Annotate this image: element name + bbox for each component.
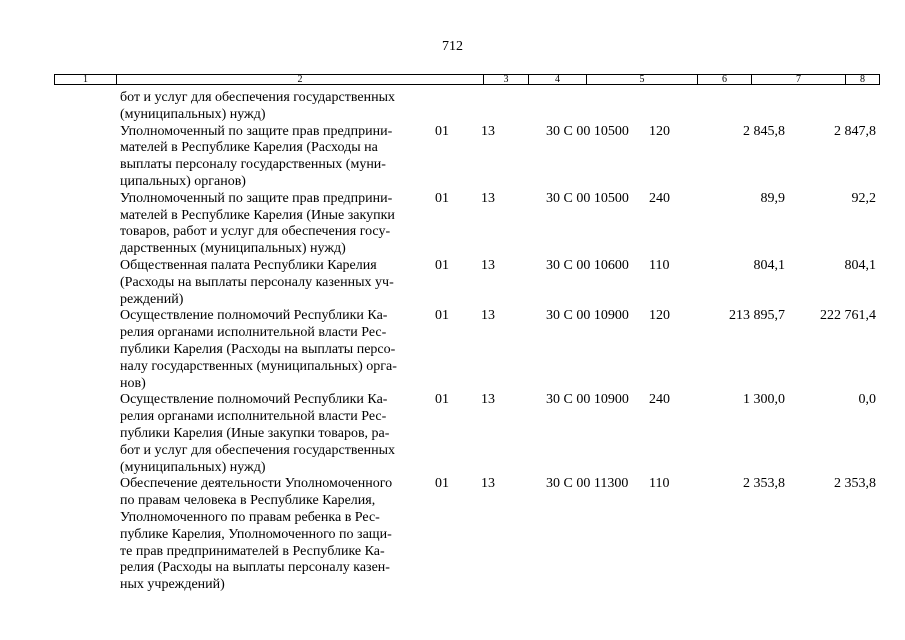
section-code: 01 [435,190,449,206]
amount-column-7: 213 895,7 [729,308,785,324]
amount-column-8: 2 847,8 [834,123,876,139]
subsection-code: 13 [481,392,495,408]
amount-column-7: 804,1 [753,257,785,273]
row-description: Уполномоченный по защите прав предприни- мателей в Республике Карелия (Иные закупки товаров, работ и услуг для обеспечения госу- дарственных (муниципальных) нужд) [120,190,395,257]
expense-type-code: 110 [649,476,670,492]
amount-column-8: 804,1 [844,257,876,273]
expense-type-code: 240 [649,190,670,206]
expense-type-code: 120 [649,308,670,324]
row-description: Общественная палата Республики Карелия (Расходы на выплаты персоналу казенных уч- реждений) [120,257,394,307]
table-row [0,191,905,258]
column-header-7: 7 [751,75,845,84]
row-description: Осуществление полномочий Республики Ка- релия органами исполнительной власти Рес- публики Карелия (Иные закупки товаров, ра- бот и услуг для обеспечения государственных (муниципальных) нужд) [120,392,395,475]
row-description: Уполномоченный по защите прав предприни- мателей в Республике Карелия (Расходы на выплаты персоналу государственных (муни- ципальных) органов) [120,123,393,189]
section-code: 01 [435,476,449,492]
amount-column-7: 2 845,8 [743,123,785,139]
target-article-code: 30 С 00 10900 [546,308,629,324]
section-code: 01 [435,392,449,408]
column-header-2: 2 [116,75,483,84]
column-header-3: 3 [483,75,528,84]
amount-column-8: 92,2 [851,190,876,206]
table-row [0,308,905,392]
section-code: 01 [435,257,449,273]
column-header-8: 8 [845,75,879,84]
row-description: Осуществление полномочий Республики Ка- релия органами исполнительной власти Рес- публики Карелия (Расходы на выплаты персо- налу государственных (муниципальных) орга- нов) [120,308,397,391]
subsection-code: 13 [481,257,495,273]
table-row [0,90,905,124]
subsection-code: 13 [481,308,495,324]
subsection-code: 13 [481,476,495,492]
section-code: 01 [435,123,449,139]
table-header-row [54,74,880,85]
target-article-code: 30 С 00 10500 [546,190,629,206]
row-description: бот и услуг для обеспечения государственных (муниципальных) нужд) [120,90,395,122]
target-article-code: 30 С 00 10600 [546,257,629,273]
amount-column-8: 0,0 [858,392,876,408]
expense-type-code: 110 [649,257,670,273]
target-article-code: 30 С 00 10900 [546,392,629,408]
expense-type-code: 240 [649,392,670,408]
amount-column-7: 2 353,8 [743,476,785,492]
target-article-code: 30 С 00 11300 [546,476,629,492]
table-body [0,90,905,594]
column-header-6: 6 [697,75,751,84]
page-number: 712 [442,39,463,54]
section-code: 01 [435,308,449,324]
target-article-code: 30 С 00 10500 [546,123,629,139]
subsection-code: 13 [481,123,495,139]
table-row [0,258,905,308]
subsection-code: 13 [481,190,495,206]
table-row [0,124,905,191]
column-header-1: 1 [83,74,88,85]
column-header-4: 4 [528,75,586,84]
amount-column-8: 222 761,4 [820,308,876,324]
amount-column-7: 1 300,0 [743,392,785,408]
table-row [0,476,905,594]
row-description: Обеспечение деятельности Уполномоченного по правам человека в Республике Карелия, Уполномоченного по правам ребенка в Рес- публике Карелия, Уполномоченного по защи- те прав предпринимателей в Республике Ка- релия (Расходы на выплаты персоналу казен- ных учреждений) [120,476,393,593]
amount-column-7: 89,9 [760,190,785,206]
amount-column-8: 2 353,8 [834,476,876,492]
column-header-5: 5 [586,75,697,84]
expense-type-code: 120 [649,123,670,139]
table-row [0,392,905,476]
